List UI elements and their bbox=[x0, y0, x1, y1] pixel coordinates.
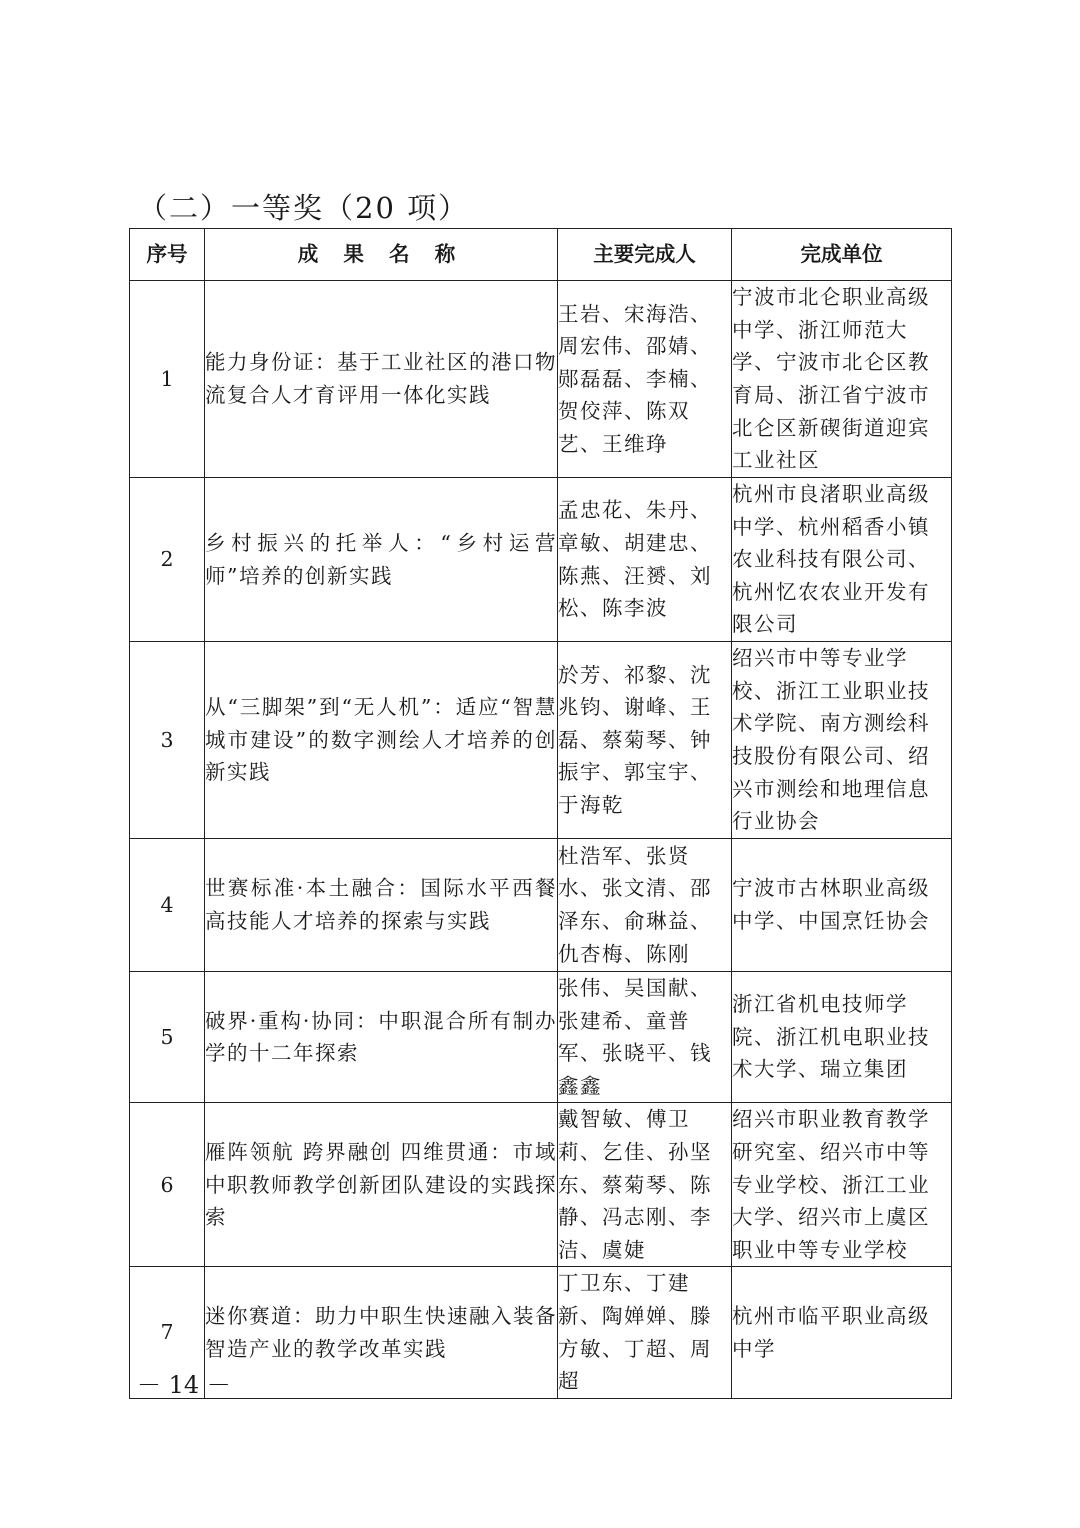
table-row bbox=[130, 839, 952, 972]
page-number: － 14 － bbox=[137, 1371, 231, 1399]
table-row bbox=[130, 1103, 952, 1267]
row-org: 宁波市古林职业高级中学、中国烹饪协会 bbox=[732, 839, 952, 972]
row-people: 杜浩军、张贤水、张文清、邵泽东、俞琳益、仇杏梅、陈刚 bbox=[558, 839, 732, 972]
row-org: 杭州市良渚职业高级中学、杭州稻香小镇农业科技有限公司、杭州忆农农业开发有限公司 bbox=[732, 478, 952, 642]
row-name: 从“三脚架”到“无人机”：适应“智慧城市建设”的数字测绘人才培养的创新实践 bbox=[205, 642, 558, 839]
table-row bbox=[130, 972, 952, 1103]
row-people: 孟忠花、朱丹、章敏、胡建忠、陈燕、汪赟、刘松、陈李波 bbox=[558, 478, 732, 642]
awards-table bbox=[129, 228, 952, 1399]
table-row bbox=[130, 478, 952, 642]
row-name: 雁阵领航 跨界融创 四维贯通：市域中职教师教学创新团队建设的实践探索 bbox=[205, 1103, 558, 1267]
row-name: 能力身份证：基于工业社区的港口物流复合人才育评用一体化实践 bbox=[205, 281, 558, 478]
table-header-row bbox=[130, 229, 952, 281]
row-seq: 7 bbox=[130, 1267, 205, 1398]
row-org: 宁波市北仑职业高级中学、浙江师范大学、宁波市北仑区教育局、浙江省宁波市北仑区新碶街道迎宾工业社区 bbox=[732, 281, 952, 478]
row-people: 戴智敏、傅卫莉、乞佳、孙坚东、蔡菊琴、陈静、冯志刚、李洁、虞婕 bbox=[558, 1103, 732, 1267]
row-people: 张伟、吴国献、张建希、童普军、张晓平、钱鑫鑫 bbox=[558, 972, 732, 1103]
row-seq: 6 bbox=[130, 1103, 205, 1267]
row-name: 迷你赛道：助力中职生快速融入装备智造产业的教学改革实践 bbox=[205, 1267, 558, 1398]
table-row bbox=[130, 281, 952, 478]
row-org: 绍兴市中等专业学校、浙江工业职业技术学院、南方测绘科技股份有限公司、绍兴市测绘和地理信息行业协会 bbox=[732, 642, 952, 839]
row-name: 世赛标准·本土融合：国际水平西餐高技能人才培养的探索与实践 bbox=[205, 839, 558, 972]
row-seq: 5 bbox=[130, 972, 205, 1103]
row-people: 丁卫东、丁建新、陶婵婵、滕方敏、丁超、周超 bbox=[558, 1267, 732, 1398]
row-seq: 1 bbox=[130, 281, 205, 478]
row-seq: 4 bbox=[130, 839, 205, 972]
row-seq: 3 bbox=[130, 642, 205, 839]
row-people: 於芳、祁黎、沈兆钧、谢峰、王磊、蔡菊琴、钟振宇、郭宝宇、于海乾 bbox=[558, 642, 732, 839]
row-org: 浙江省机电技师学院、浙江机电职业技术大学、瑞立集团 bbox=[732, 972, 952, 1103]
row-name: 乡村振兴的托举人：“乡村运营师”培养的创新实践 bbox=[205, 478, 558, 642]
row-org: 绍兴市职业教育教学研究室、绍兴市中等专业学校、浙江工业大学、绍兴市上虞区职业中等专业学校 bbox=[732, 1103, 952, 1267]
row-org: 杭州市临平职业高级中学 bbox=[732, 1267, 952, 1398]
header-people: 主要完成人 bbox=[558, 229, 732, 281]
table-row bbox=[130, 1267, 952, 1398]
row-seq: 2 bbox=[130, 478, 205, 642]
header-name: 成 果 名 称 bbox=[205, 229, 558, 281]
section-heading: （二）一等奖（20 项） bbox=[138, 191, 470, 225]
header-org: 完成单位 bbox=[732, 229, 952, 281]
header-seq: 序号 bbox=[130, 229, 205, 281]
row-people: 王岩、宋海浩、周宏伟、邵婧、郧磊磊、李楠、贺佼萍、陈双艺、王维琤 bbox=[558, 281, 732, 478]
table-row bbox=[130, 642, 952, 839]
row-name: 破界·重构·协同：中职混合所有制办学的十二年探索 bbox=[205, 972, 558, 1103]
